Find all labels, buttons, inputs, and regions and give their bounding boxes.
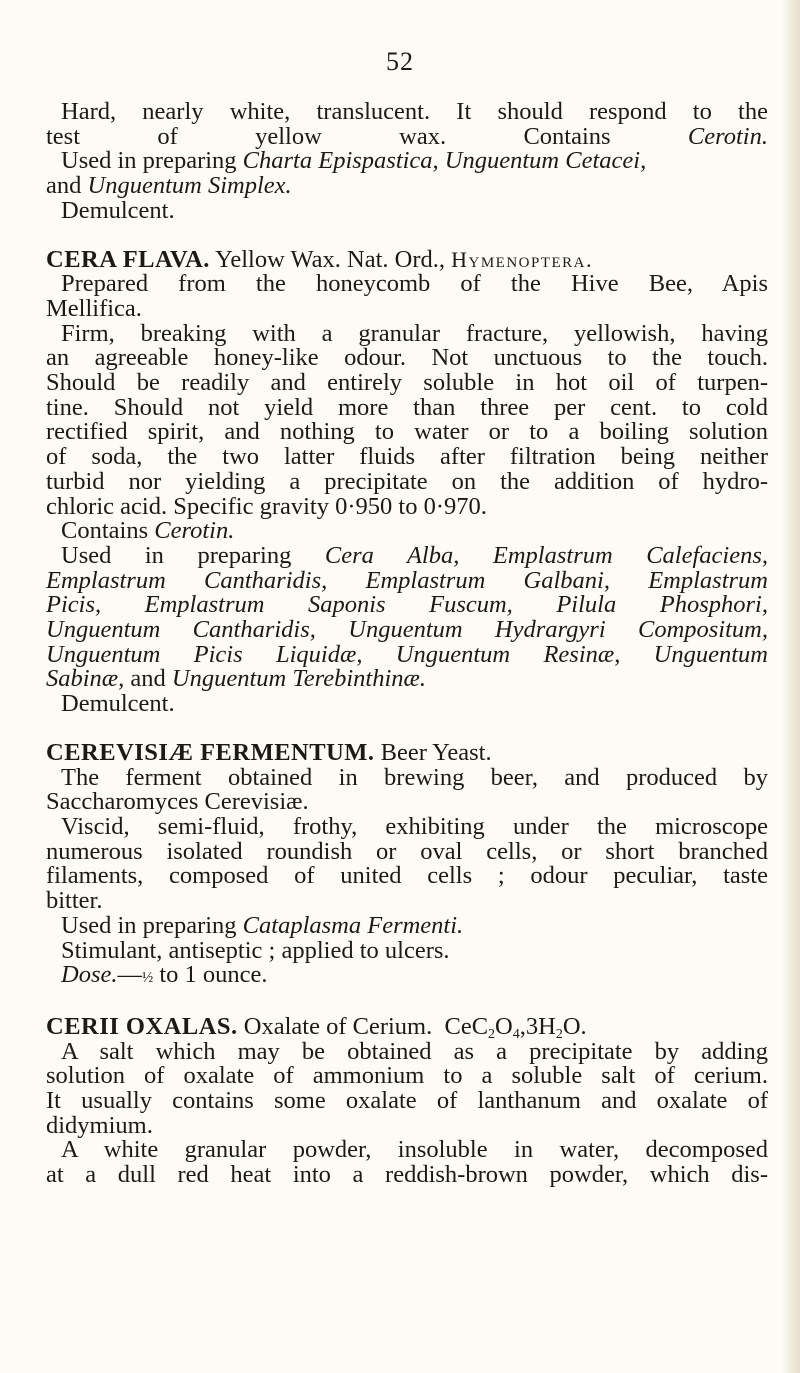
text-run: and: [46, 172, 88, 200]
italic-text: Cerotin.: [687, 122, 768, 150]
text-run: —: [117, 961, 142, 989]
text-line: Mellifica.: [46, 294, 142, 322]
text-line: Picis, Emplastrum Saponis Fuscum, Pilula Phosphori,: [46, 591, 768, 619]
text-line: It usually contains some oxalate of lanthanum and oxalate of: [46, 1087, 768, 1115]
text-line: Saccharomyces Cerevisiæ.: [46, 788, 309, 816]
entry-heading: [46, 245, 768, 273]
page-body: [46, 100, 768, 1188]
text-line: Viscid, semi-fluid, frothy, exhibiting under the microscope: [61, 812, 768, 840]
entry-english-name: Oxalate of Cerium.: [237, 1012, 433, 1040]
entry-english-name: Yellow Wax.: [209, 245, 341, 273]
formula-subscript: 2: [555, 1026, 563, 1042]
formula-part: O.: [562, 1012, 587, 1040]
text-line: bitter.: [46, 887, 103, 915]
italic-text: Unguentum Terebinthinæ.: [171, 665, 426, 693]
text-line: didymium.: [46, 1111, 153, 1139]
entry-cera-flava: [46, 245, 768, 718]
text-line: Demulcent.: [61, 690, 175, 718]
text-line: of soda, the two latter fluids after filtration being neither: [46, 443, 768, 471]
text-line: Should be readily and entirely soluble in hot oil of turpen-: [46, 369, 768, 397]
text-line: [46, 122, 768, 150]
italic-text: Charta Epispastica, Unguentum Cetacei,: [242, 147, 647, 175]
text-run: and: [124, 665, 172, 693]
italic-text: Unguentum Simplex.: [87, 172, 292, 200]
formula-subscript: 2: [488, 1026, 496, 1042]
text-line: [46, 174, 768, 199]
text-line: Emplastrum Cantharidis, Emplastrum Galbani, Emplastrum: [46, 566, 768, 594]
page-number: 52: [386, 47, 414, 76]
natural-order-name: Hymenoptera.: [451, 246, 593, 272]
text-run: Used in preparing: [61, 147, 243, 175]
entry-title: CERA FLAVA.: [46, 245, 210, 273]
italic-text: Cataplasma Fermenti.: [242, 911, 464, 939]
chemical-formula: [432, 1013, 586, 1040]
text-line: [46, 911, 768, 939]
text-line: chloric acid. Specific gravity 0·950 to 0·970.: [46, 492, 487, 520]
entry-title: CEREVISIÆ FERMENTUM.: [46, 738, 375, 766]
dose-value: to 1 ounce.: [153, 961, 268, 989]
text-line: filaments, composed of united cells ; odour peculiar, taste: [46, 862, 768, 890]
text-line: A salt which may be obtained as a precipitate by adding: [61, 1037, 768, 1065]
formula-part: O: [495, 1012, 513, 1040]
page-edge-shadow: [782, 0, 800, 1373]
text-line: rectified spirit, and nothing to water or to a boiling solution: [46, 418, 768, 446]
italic-text: Cerotin.: [154, 517, 235, 545]
text-line: [46, 541, 768, 569]
entry-heading: [46, 738, 768, 766]
text-line: at a dull red heat into a reddish-brown powder, which dis-: [46, 1161, 768, 1189]
text-line: Firm, breaking with a granular fracture, yellowish, having: [61, 319, 768, 347]
text-line: Stimulant, antiseptic ; applied to ulcers.: [61, 936, 450, 964]
italic-text: Sabinæ,: [46, 665, 125, 693]
dose-fraction: ½: [141, 970, 154, 987]
text-run: Contains: [61, 517, 155, 545]
natural-order-label: Nat. Ord.,: [340, 245, 452, 273]
entry-cerii-oxalas: [46, 1012, 768, 1189]
formula-subscript: 4: [512, 1026, 520, 1042]
text-line: The ferment obtained in brewing beer, and produced by: [61, 763, 768, 791]
text-line: an agreeable honey-like odour. Not unctuous to the touch.: [46, 344, 768, 372]
text-line: [46, 149, 768, 174]
text-line: tine. Should not yield more than three per cent. to cold: [46, 393, 768, 421]
text-line: [46, 667, 768, 692]
text-line: Prepared from the honeycomb of the Hive Bee, Apis: [61, 270, 768, 298]
dose-line: [46, 963, 768, 991]
entry-cerevisiae-fermentum: [46, 738, 768, 991]
formula-part: CeC: [444, 1012, 489, 1040]
formula-part: ,3H: [519, 1012, 556, 1040]
text-run: test of yellow wax. Contains: [46, 122, 688, 150]
text-line: Unguentum Cantharidis, Unguentum Hydrargyri Compositum,: [46, 616, 768, 644]
text-line: Hard, nearly white, translucent. It should respond to the: [61, 98, 768, 125]
intro-section: [46, 100, 768, 224]
entry-heading: [46, 1012, 768, 1042]
entry-title: CERII OXALAS.: [46, 1012, 238, 1040]
text-line: A white granular powder, insoluble in water, decomposed: [61, 1136, 768, 1164]
dose-label: Dose.: [61, 961, 118, 989]
entry-english-name: Beer Yeast.: [374, 738, 492, 766]
text-line: Demulcent.: [61, 196, 175, 224]
text-line: numerous isolated roundish or oval cells, or short branched: [46, 837, 768, 865]
italic-text: Cera Alba, Emplastrum Calefaciens,: [324, 541, 768, 569]
text-line: solution of oxalate of ammonium to a soluble salt of cerium.: [46, 1062, 768, 1090]
text-line: [46, 519, 768, 544]
text-run: Used in preparing: [61, 911, 243, 939]
text-line: turbid nor yielding a precipitate on the addition of hydro-: [46, 467, 768, 495]
text-line: Unguentum Picis Liquidæ, Unguentum Resinæ, Unguentum: [46, 640, 768, 668]
text-run: Used in preparing: [61, 541, 325, 569]
